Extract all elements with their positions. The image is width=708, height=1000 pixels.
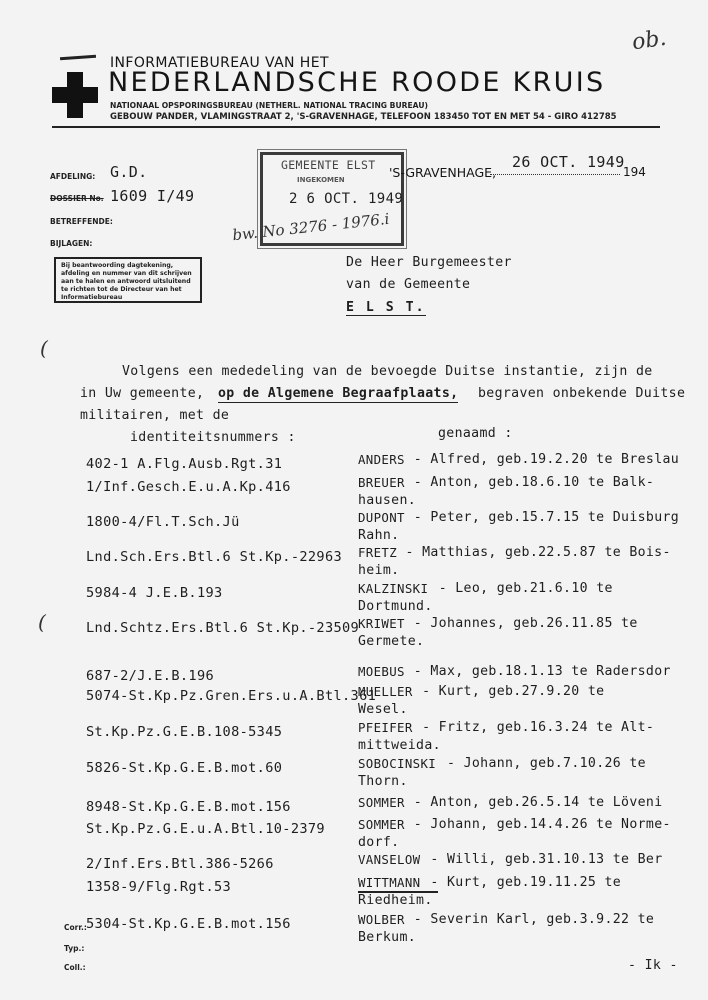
body-line2-start: in Uw gemeente,: [80, 386, 205, 401]
entry-surname: SOMMER: [358, 795, 405, 810]
footer-coll: Coll.:: [64, 963, 86, 972]
entry-details: - Johann, geb.14.4.26 te Norme-: [413, 817, 671, 832]
letterhead-bureau: NATIONAAL OPSPORINGSBUREAU (NETHERL. NATIONAL TRACING BUREAU): [110, 101, 428, 110]
footer-corr: Corr.:: [64, 923, 87, 932]
entry-identity-number: 5304-St.Kp.G.E.B.mot.156: [86, 916, 291, 932]
entry-details: - Peter, geb.15.7.15 te Duisburg: [413, 510, 680, 525]
entry-identity-number: 402-1 A.Flg.Ausb.Rgt.31: [86, 456, 283, 472]
bijlagen-label: BIJLAGEN:: [50, 239, 93, 248]
entry-identity-number: 5826-St.Kp.G.E.B.mot.60: [86, 760, 283, 776]
entry-surname: SOMMER: [358, 817, 405, 832]
entry-place-continuation: Riedheim.: [358, 893, 433, 908]
body-line2-cemetery: op de Algemene Begraafplaats,: [218, 386, 459, 401]
entry-place-continuation: Berkum.: [358, 930, 417, 945]
entry-details: - Johann, geb.7.10.26 te: [447, 756, 646, 771]
entry-details: - Matthias, geb.22.5.87 te Bois-: [405, 545, 671, 560]
body-line1: Volgens een mededeling van de bevoegde Duitse instantie, zijn de: [122, 364, 653, 379]
entry-surname: VANSELOW: [358, 852, 421, 867]
entry-identity-number: 1/Inf.Gesch.E.u.A.Kp.416: [86, 479, 291, 495]
body-line2-end: begraven onbekende Duitse: [478, 386, 686, 401]
entry-identity-number: 1358-9/Flg.Rgt.53: [86, 879, 232, 895]
column-header-names: genaamd :: [438, 426, 513, 441]
entry-details: - Fritz, geb.16.3.24 te Alt-: [422, 720, 655, 735]
recipient-line2: van de Gemeente: [346, 277, 471, 292]
wittmann-underline: [358, 891, 438, 893]
entry-surname: KALZINSKI: [358, 581, 429, 596]
stamp-date: 2 6 OCT. 1949: [289, 191, 404, 207]
entry-identity-number: St.Kp.Pz.G.E.B.108-5345: [86, 724, 283, 740]
entry-identity-number: 8948-St.Kp.G.E.B.mot.156: [86, 799, 291, 815]
betreffende-label: BETREFFENDE:: [50, 217, 113, 226]
handwritten-dash: [60, 55, 96, 61]
entry-identity-number: 687-2/J.E.B.196: [86, 668, 215, 684]
recipient-line3: E L S T.: [346, 300, 426, 315]
stamp-handwritten-number: bw. No 3276 - 1976.i: [231, 209, 391, 245]
entry-place-continuation: Wesel.: [358, 702, 408, 717]
entry-place-continuation: Thorn.: [358, 774, 408, 789]
entry-surname: PFEIFER: [358, 720, 413, 735]
entry-details: - Anton, geb.18.6.10 te Balk-: [413, 475, 655, 490]
entry-place-continuation: hausen.: [358, 493, 417, 508]
stamp-ingekomen: INGEKOMEN: [297, 176, 345, 184]
entry-surname: DUPONT: [358, 510, 405, 525]
letterhead-line1: INFORMATIEBUREAU VAN HET: [110, 55, 329, 71]
entry-details: - Alfred, geb.19.2.20 te Breslau: [413, 452, 680, 467]
entry-place-continuation: Dortmund.: [358, 599, 433, 614]
entry-place-continuation: Rahn.: [358, 528, 400, 543]
page-marker: - Ik -: [628, 958, 678, 973]
entry-surname: MOEBUS: [358, 664, 405, 679]
entry-identity-number: St.Kp.Pz.G.E.u.A.Btl.10-2379: [86, 821, 325, 837]
letterhead-organisation: NEDERLANDSCHE ROODE KRUIS: [108, 67, 606, 98]
margin-paren-mark: (: [38, 610, 46, 634]
entry-place-continuation: dorf.: [358, 835, 400, 850]
letterhead-rule: [52, 126, 660, 128]
entry-identity-number: 5984-4 J.E.B.193: [86, 585, 223, 601]
dossier-label: DOSSIER No.: [50, 194, 104, 203]
entry-surname: ANDERS: [358, 452, 405, 467]
entry-surname: WITTMANN: [358, 875, 421, 890]
handwritten-corner-mark: ob.: [630, 25, 668, 56]
entry-details: - Johannes, geb.26.11.85 te: [413, 616, 638, 631]
recipient-line1: De Heer Burgemeester: [346, 255, 512, 270]
date-underline: [490, 174, 620, 175]
entry-identity-number: Lnd.Sch.Ers.Btl.6 St.Kp.-22963: [86, 549, 343, 565]
letter-date: 26 OCT. 1949: [512, 153, 625, 171]
red-cross-logo: [52, 72, 98, 118]
entry-surname: SOBOCINSKI: [358, 756, 437, 771]
entry-surname: KRIWET: [358, 616, 405, 631]
footer-typ: Typ.:: [64, 944, 85, 953]
afdeling-value: G.D.: [110, 163, 148, 181]
entry-details: - Anton, geb.26.5.14 te Löveni: [413, 795, 663, 810]
entry-surname: BREUER: [358, 475, 405, 490]
entry-surname: WOLBER: [358, 912, 405, 927]
entry-details: - Willi, geb.31.10.13 te Ber: [430, 852, 663, 867]
entry-place-continuation: heim.: [358, 563, 400, 578]
entry-details: - Leo, geb.21.6.10 te: [438, 581, 613, 596]
entry-identity-number: 1800-4/Fl.T.Sch.Jü: [86, 514, 240, 530]
entry-details: - Max, geb.18.1.13 te Radersdor: [413, 664, 671, 679]
entry-surname: MUELLER: [358, 684, 413, 699]
afdeling-label: AFDELING:: [50, 172, 96, 181]
letterhead-address: GEBOUW PANDER, VLAMINGSTRAAT 2, 'S-GRAVENHAGE, TELEFOON 183450 TOT EN MET 54 - GIRO 412785: [110, 112, 617, 122]
body-line3: militairen, met de: [80, 408, 230, 423]
entry-identity-number: 2/Inf.Ers.Btl.386-5266: [86, 856, 274, 872]
entry-details: - Severin Karl, geb.3.9.22 te: [413, 912, 655, 927]
entry-details: - Kurt, geb.19.11.25 te: [430, 875, 622, 890]
reply-instructions-box: Bij beantwoording dagtekening, afdeling en nummer van dit schrijven aan te halen en antwoord uitsluitend te richten tot de Directeur van het Informatiebureau: [54, 257, 202, 303]
column-header-ids: identiteitsnummers :: [130, 430, 296, 445]
entry-surname: FRETZ: [358, 545, 398, 560]
dossier-value: 1609 I/49: [110, 187, 195, 205]
entry-identity-number: 5074-St.Kp.Pz.Gren.Ers.u.A.Btl.361: [86, 688, 377, 704]
entry-identity-number: Lnd.Schtz.Ers.Btl.6 St.Kp.-23509: [86, 620, 360, 636]
stamp-municipality: GEMEENTE ELST: [281, 158, 376, 172]
entry-details: - Kurt, geb.27.9.20 te: [422, 684, 605, 699]
entry-place-continuation: mittweida.: [358, 738, 441, 753]
year-suffix: 194: [623, 165, 646, 179]
entry-place-continuation: Germete.: [358, 634, 425, 649]
margin-bracket-mark: (: [40, 336, 48, 360]
place: 'S-GRAVENHAGE,: [389, 165, 497, 180]
